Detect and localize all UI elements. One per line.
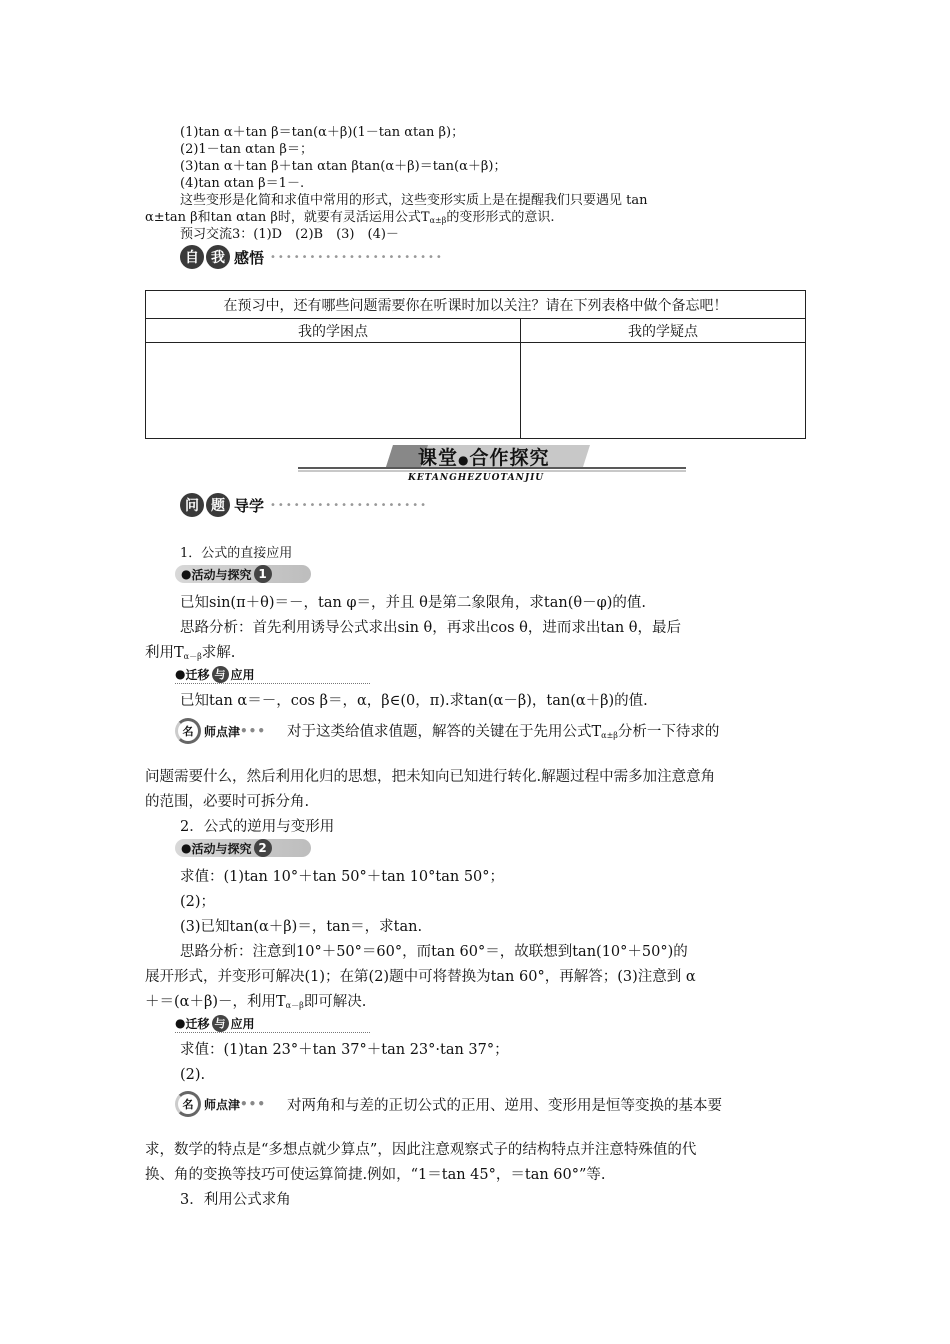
badge-char-1: 问 (180, 493, 204, 517)
topic2-analysis-line-3: ＋＝(α＋β)－，利用$T_{\alpha-\beta}$即可解决. (145, 994, 367, 1010)
topic1-problem: 已知sin(π＋θ)＝－，tan φ＝，并且 θ是第二象限角，求tan(θ－φ)的值. (180, 595, 647, 611)
badge-char-1: 自 (180, 245, 204, 269)
activity-label: 活动与探究 (191, 567, 252, 582)
memo-table-header: 在预习中，还有哪些问题需要你在听课时加以关注？请在下列表格中做个备忘吧！ (146, 291, 806, 319)
topic2-note-line-3: 换、角的变换等技巧可使运算简捷.例如，“1＝tan 45°，＝tan 60°”等. (145, 1167, 606, 1183)
teacher-tip-tag-1: 名 师点津 ••• (175, 718, 266, 744)
topic1-note-line-2: 问题需要什么，然后利用化归的思想，把未知向已知进行转化.解题过程中需多加注意意角 (145, 769, 716, 785)
teacher-icon: 名 (175, 718, 201, 744)
topic2-analysis-line-2: 展开形式，并变形可解决(1)；在第(2)题中可将替换为tan 60°，再解答；(3)注意到 α (145, 969, 696, 985)
topic2-note-line-2: 求，数学的特点是“多想点就少算点”，因此注意观察式子的结构特点并注意特殊值的代 (145, 1142, 697, 1158)
transfer-tag-2: ● 迁移 与 应用 (175, 1014, 370, 1033)
topic1-transfer-problem: 已知tan α＝－，cos β＝，α，β∈(0，π).求tan(α－β)，tan(α＋β)的值. (180, 693, 648, 709)
memo-col-difficulties: 我的学困点 (146, 319, 521, 343)
topic2-problem-2: (2)； (180, 894, 216, 910)
memo-cell-questions[interactable] (521, 343, 806, 439)
banner-title-a: 课堂 (418, 447, 459, 469)
memo-table (145, 290, 806, 439)
formula-line-2: (2)1－tan αtan β＝； (180, 142, 313, 157)
topic2-problem-1: 求值：(1)tan 10°＋tan 50°＋tan 10°tan 50°； (180, 869, 505, 885)
topic2-transfer-problem-2: (2). (180, 1067, 206, 1083)
activity-tag-2 (175, 839, 311, 857)
badge-text: 导学 (234, 496, 265, 515)
topic2-heading: 2．公式的逆用与变形用 (180, 819, 335, 835)
intro-paragraph-line-2: α±tan β和tan αtan β时，就要有灵活运用公式$T_{\alpha\pm\beta}$的变形形式的意识. (145, 210, 555, 225)
section-banner (298, 441, 686, 487)
activity-dot: ● (181, 567, 192, 581)
dotted-divider: •••••••••••••••••••••• (270, 251, 444, 263)
badge-char-2: 我 (206, 245, 230, 269)
intro-paragraph-line-1: 这些变形是化简和求值中常用的形式，这些变形实质上是在提醒我们只要遇见 tan (180, 193, 648, 208)
topic2-transfer-problem-1: 求值：(1)tan 23°＋tan 37°＋tan 23°·tan 37°； (180, 1042, 509, 1058)
self-reflection-badge (180, 245, 444, 269)
badge-char-2: 题 (206, 493, 230, 517)
formula-line-1: (1)tan α＋tan β＝tan(α＋β)(1－tan αtan β)； (180, 125, 465, 140)
topic2-analysis-line-1: 思路分析：注意到10°＋50°＝60°，而tan 60°＝，故联想到tan(10°＋50°)的 (180, 944, 688, 960)
wenti-badge (180, 493, 428, 517)
activity-number: 1 (254, 565, 272, 583)
teacher-icon: 名 (175, 1091, 201, 1117)
activity-label: 活动与探究 (191, 841, 252, 856)
topic2-note-line-1: 对两角和与差的正切公式的正用、逆用、变形用是恒等变换的基本要 (287, 1098, 722, 1114)
topic1-analysis-line-2: 利用$T_{\alpha-\beta}$求解. (145, 645, 236, 661)
banner-pinyin: KETANGHEZUOTANJIU (408, 473, 545, 483)
transfer-dot: ● (175, 1016, 186, 1030)
badge-text: 感悟 (234, 248, 265, 267)
memo-col-questions: 我的学疑点 (521, 319, 806, 343)
preview-answers: 预习交流3：(1)D (2)B (3) (4)－ (180, 227, 399, 242)
transfer-dot: ● (175, 667, 186, 681)
banner-title-b: 合作探究 (469, 447, 550, 469)
banner-dot: ● (458, 453, 470, 467)
topic1-analysis-line-1: 思路分析：首先利用诱导公式求出sin θ，再求出cos θ，进而求出tan θ，最后 (180, 620, 682, 636)
dotted-divider: •••••••••••••••••••• (270, 499, 428, 511)
topic2-problem-3: (3)已知tan(α＋β)＝，tan＝，求tan. (180, 919, 423, 935)
memo-cell-difficulties[interactable] (146, 343, 521, 439)
activity-number: 2 (254, 839, 272, 857)
transfer-tag-1: ● 迁移 与 应用 (175, 665, 370, 684)
formula-line-4: (4)tan αtan β＝1－. (180, 176, 305, 191)
topic1-heading: 1．公式的直接应用 (180, 546, 293, 561)
activity-tag-1 (175, 565, 311, 583)
activity-dot: ● (181, 841, 192, 855)
topic1-note-line-3: 的范围，必要时可拆分角. (145, 794, 310, 810)
topic3-heading: 3．利用公式求角 (180, 1192, 291, 1208)
topic1-note-line-1: 对于这类给值求值题，解答的关键在于先用公式$T_{\alpha\pm\beta}$分析一下待求的 (287, 724, 720, 740)
formula-line-3: (3)tan α＋tan β＋tan αtan βtan(α＋β)＝tan(α＋β)； (180, 159, 507, 174)
teacher-tip-tag-2: 名 师点津 ••• (175, 1091, 266, 1117)
